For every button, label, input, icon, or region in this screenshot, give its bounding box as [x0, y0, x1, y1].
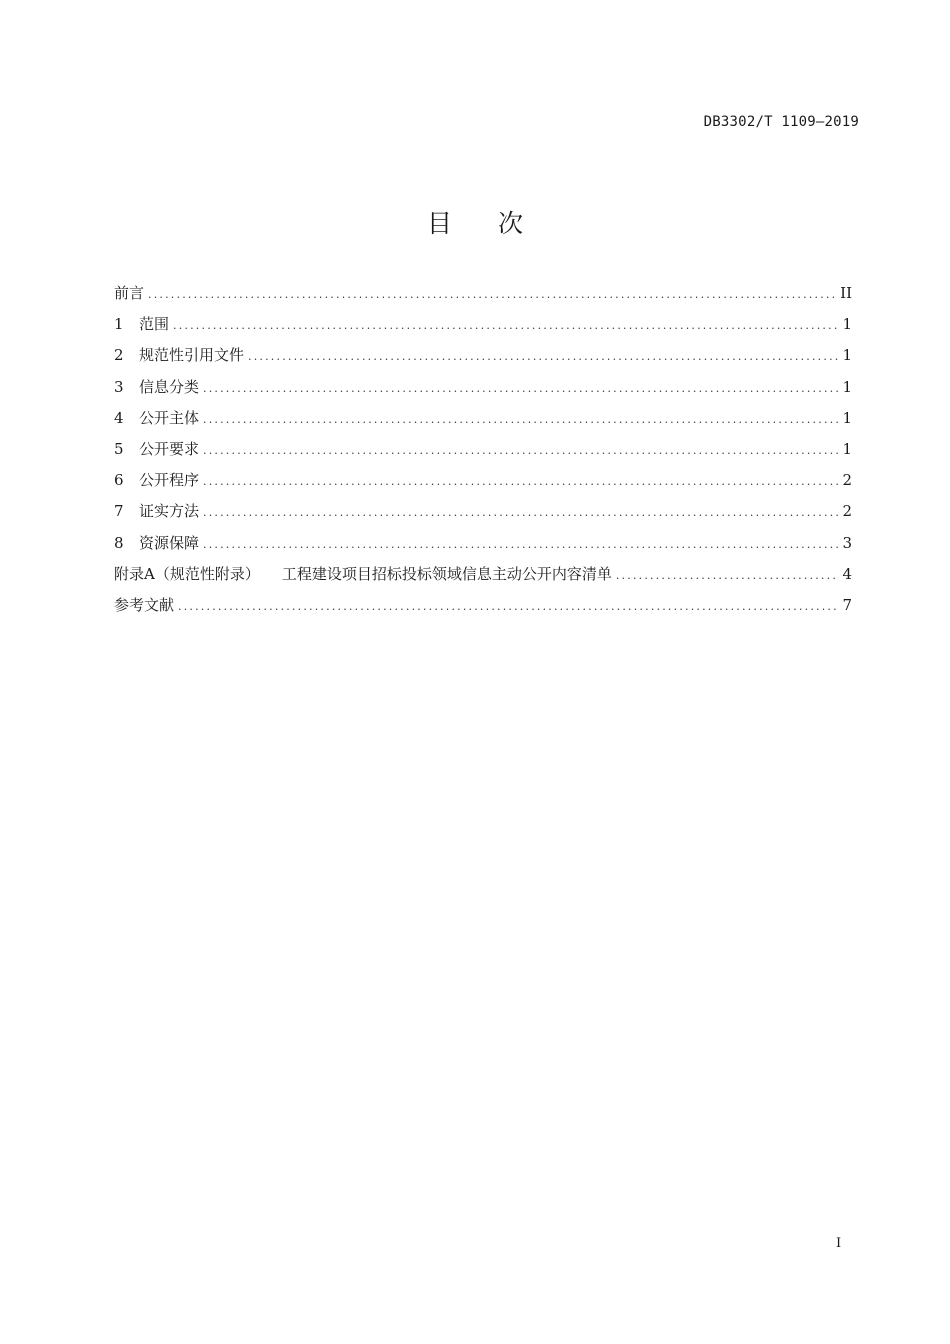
toc-leader-dots — [203, 382, 838, 395]
toc-entry-label: 公开主体 — [139, 408, 200, 427]
toc-entry-label: 附录A（规范性附录） — [114, 564, 260, 583]
toc-entry-number: 3 — [114, 377, 124, 396]
toc-entry-label: 证实方法 — [139, 502, 200, 521]
toc-entry-page: 2 — [842, 471, 852, 490]
toc-entry-foreword[interactable] — [114, 282, 852, 313]
toc-entry-label: 前言 — [114, 284, 145, 302]
toc-entry-label: 规范性引用文件 — [139, 346, 245, 365]
toc-entry-disclosure-requirements[interactable] — [114, 438, 852, 469]
toc-entry-page: 1 — [842, 439, 852, 458]
toc-entry-label: 公开要求 — [139, 439, 200, 458]
toc-entry-label: 信息分类 — [139, 377, 200, 396]
toc-entry-label: 范围 — [139, 315, 170, 334]
toc-entry-page: 1 — [842, 346, 852, 365]
toc-entry-number: 2 — [114, 346, 124, 365]
toc-entry-scope[interactable] — [114, 313, 852, 344]
toc-entry-appendix-a[interactable] — [114, 563, 852, 594]
toc-entry-number: 6 — [114, 471, 124, 490]
toc-entry-page: 3 — [842, 533, 852, 552]
toc-entry-label: 公开程序 — [139, 471, 200, 490]
toc-entry-page: II — [840, 284, 852, 302]
toc-leader-dots — [203, 506, 838, 519]
toc-entry-label: 参考文献 — [114, 595, 175, 614]
toc-entry-page: 1 — [842, 408, 852, 427]
toc-leader-dots — [173, 319, 838, 332]
toc-entry-verification-method[interactable] — [114, 500, 852, 531]
toc-entry-disclosure-subject[interactable] — [114, 407, 852, 438]
toc-leader-dots — [148, 288, 836, 301]
toc-entry-number: 7 — [114, 502, 124, 521]
toc-leader-dots — [203, 538, 838, 551]
toc-entry-number: 8 — [114, 533, 124, 552]
page-title: 目次 — [426, 209, 569, 238]
toc-leader-dots — [248, 350, 838, 363]
toc-entry-page: 1 — [842, 315, 852, 334]
toc-entry-page: 1 — [842, 377, 852, 396]
toc-entry-disclosure-procedure[interactable] — [114, 469, 852, 500]
page-number: I — [836, 1236, 842, 1251]
toc-entry-normative-references[interactable] — [114, 344, 852, 375]
toc-entry-number: 1 — [114, 315, 124, 334]
toc-entry-page: 7 — [842, 595, 852, 614]
toc-entry-information-classification[interactable] — [114, 376, 852, 407]
toc-entry-appendix-title: 工程建设项目招标投标领域信息主动公开内容清单 — [281, 564, 612, 583]
toc-entry-label: 资源保障 — [139, 533, 200, 552]
toc-entry-page: 4 — [842, 564, 852, 583]
toc-entry-number: 4 — [114, 408, 124, 427]
toc-entry-bibliography[interactable] — [114, 594, 852, 625]
table-of-contents — [114, 282, 852, 625]
toc-leader-dots — [616, 569, 838, 582]
document-code: DB3302/T 1109—2019 — [703, 114, 859, 130]
toc-entry-number: 5 — [114, 439, 124, 458]
toc-leader-dots — [203, 475, 838, 488]
toc-entry-resource-guarantee[interactable] — [114, 532, 852, 563]
toc-leader-dots — [203, 444, 838, 457]
toc-leader-dots — [178, 600, 838, 613]
toc-leader-dots — [203, 413, 838, 426]
toc-entry-page: 2 — [842, 502, 852, 521]
